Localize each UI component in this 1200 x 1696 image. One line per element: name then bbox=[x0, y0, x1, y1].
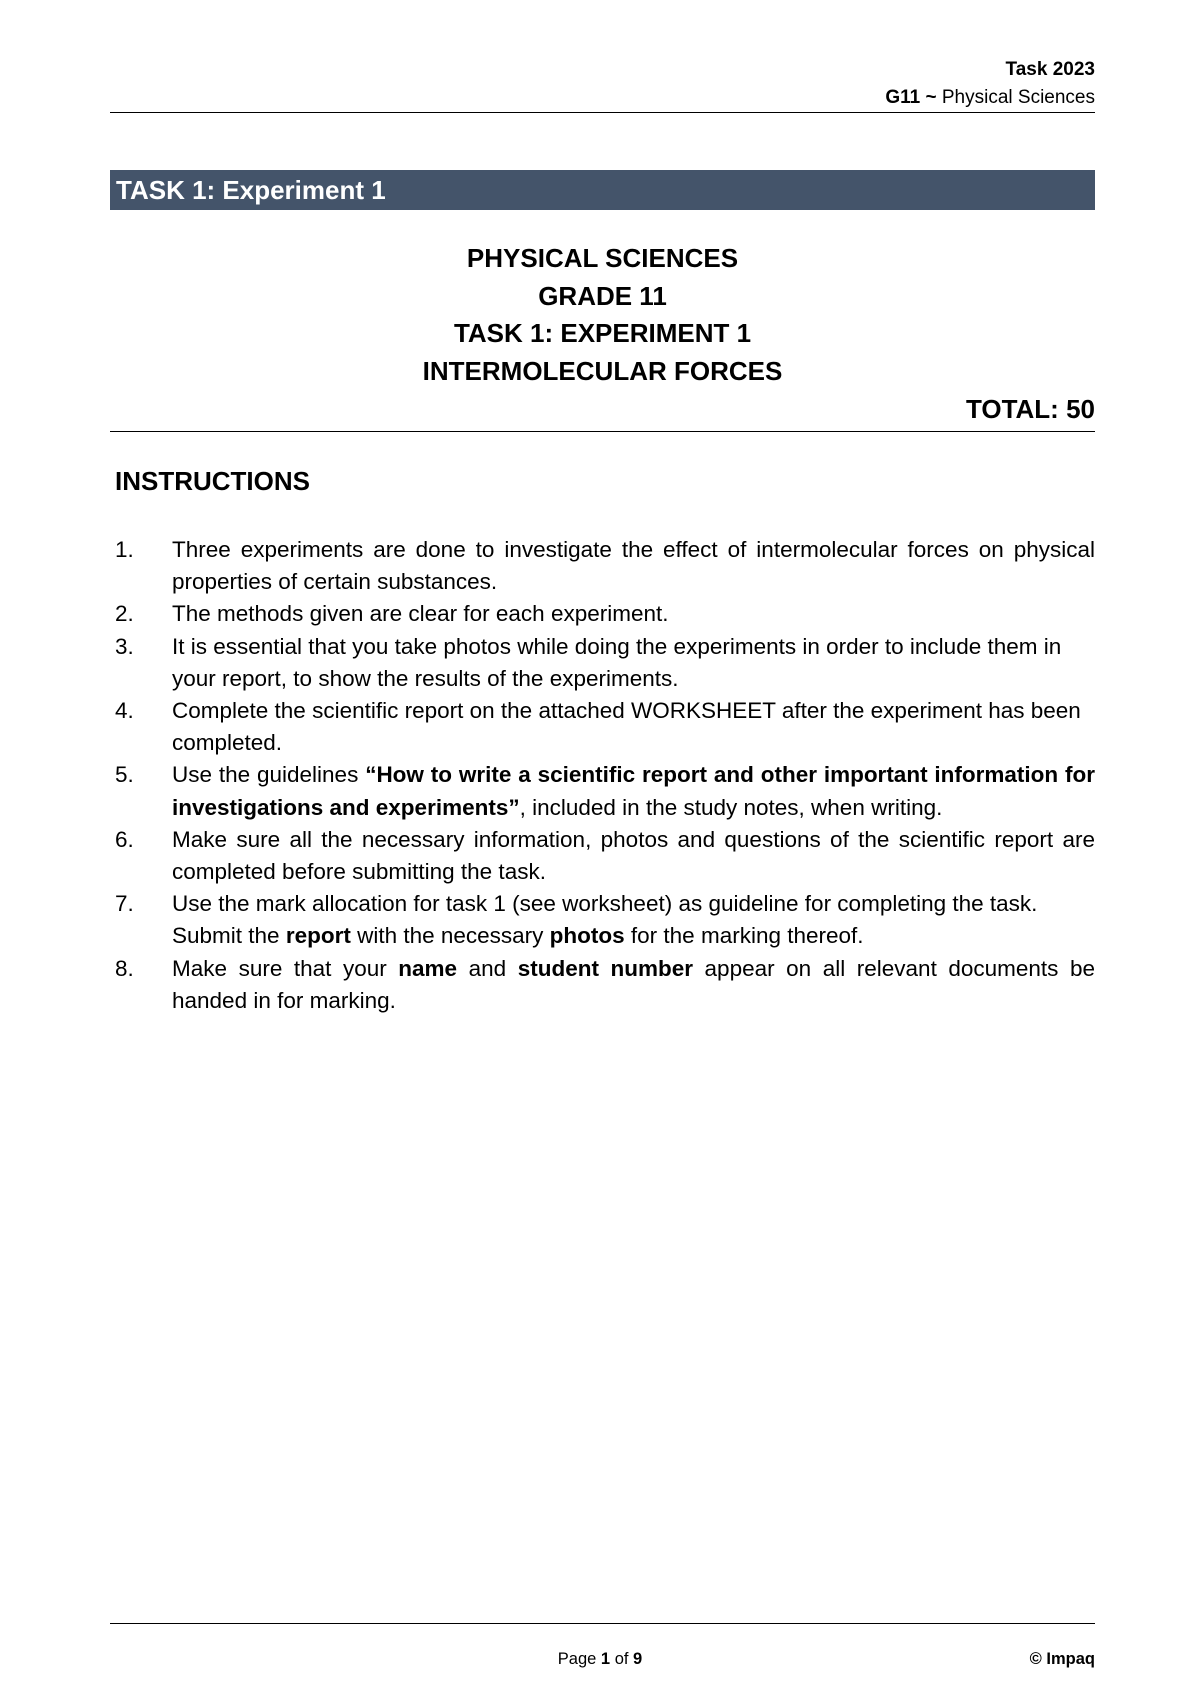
page-label: Page bbox=[557, 1650, 597, 1668]
item-number: 5. bbox=[115, 762, 134, 788]
page-total: 9 bbox=[633, 1650, 643, 1668]
title-task: TASK 1: EXPERIMENT 1 bbox=[453, 318, 752, 348]
keyword-report: report bbox=[285, 923, 351, 949]
list-item bbox=[115, 824, 1095, 888]
item-text-lead: Use the guidelines bbox=[172, 762, 366, 788]
total-marks: TOTAL: 50 bbox=[965, 394, 1095, 424]
list-item bbox=[115, 953, 1095, 1017]
list-item bbox=[115, 534, 1095, 598]
page-indicator bbox=[0, 1648, 1200, 1670]
item-text bbox=[172, 759, 1095, 823]
item-text: It is essential that you take photos while doing the experiments in order to include them in your report, to show the results of the experiments. bbox=[172, 633, 1062, 691]
title-block bbox=[110, 240, 1095, 390]
list-item bbox=[115, 695, 1095, 759]
task-banner: TASK 1: Experiment 1 bbox=[110, 170, 1095, 210]
item-text-tail: for the marking thereof. bbox=[624, 923, 864, 949]
header-divider bbox=[110, 112, 1095, 113]
list-item bbox=[115, 631, 1095, 695]
item-text: The methods given are clear for each experiment. bbox=[172, 601, 669, 627]
item-number: 6. bbox=[115, 826, 134, 852]
item-text-lead: Make sure that your bbox=[172, 955, 399, 981]
keyword-student-number: student number bbox=[517, 955, 693, 981]
header-task: Task 2023 bbox=[1005, 59, 1095, 80]
header-grade: G11 bbox=[885, 87, 921, 108]
header-separator: ~ bbox=[925, 87, 937, 108]
item-number: 2. bbox=[115, 601, 134, 627]
item-text-tail: , included in the study notes, when writing. bbox=[519, 794, 943, 820]
header-subject: Physical Sciences bbox=[941, 87, 1095, 108]
item-text-mid: with the necessary bbox=[350, 923, 550, 949]
keyword-name: name bbox=[398, 955, 458, 981]
list-item bbox=[115, 598, 1095, 630]
page-number: 1 bbox=[600, 1650, 611, 1668]
item-number: 7. bbox=[115, 891, 134, 917]
list-item bbox=[115, 759, 1095, 823]
item-text-mid: and bbox=[457, 955, 518, 981]
item-text-lead: Submit the bbox=[172, 923, 286, 949]
item-text bbox=[172, 888, 1095, 952]
item-text: Complete the scientific report on the attached WORKSHEET after the experiment has been completed. bbox=[172, 698, 1081, 756]
keyword-photos: photos bbox=[549, 923, 625, 949]
item-number: 4. bbox=[115, 698, 134, 724]
item-number: 1. bbox=[115, 537, 134, 562]
title-subject: PHYSICAL SCIENCES bbox=[466, 243, 739, 273]
title-grade: GRADE 11 bbox=[538, 280, 667, 311]
of-label: of bbox=[614, 1650, 629, 1668]
item-text bbox=[172, 953, 1095, 1017]
item-text-line: Use the mark allocation for task 1 (see worksheet) as guideline for completing the task. bbox=[172, 891, 1038, 917]
title-topic: INTERMOLECULAR FORCES bbox=[422, 355, 783, 386]
guideline-title: “How to write a scientific report and other important information for investigations and experiments” bbox=[172, 762, 1095, 820]
item-text: Make sure all the necessary information, photos and questions of the scientific report are completed before submitting the task. bbox=[172, 826, 1095, 885]
footer-divider bbox=[110, 1623, 1095, 1624]
item-number: 3. bbox=[115, 633, 134, 659]
list-item bbox=[115, 888, 1095, 952]
instructions-heading: INSTRUCTIONS bbox=[115, 466, 310, 496]
instructions-list bbox=[115, 534, 1095, 1017]
page-header bbox=[885, 56, 1095, 112]
title-divider bbox=[110, 431, 1095, 432]
item-text: Three experiments are done to investigate the effect of intermolecular forces on physical properties of certain substances. bbox=[172, 537, 1095, 595]
header-subject-line bbox=[885, 84, 1095, 112]
item-number: 8. bbox=[115, 955, 134, 981]
copyright: © Impaq bbox=[1029, 1650, 1095, 1668]
item-text-tail: appear on all relevant documents be handed in for marking. bbox=[172, 955, 1095, 1013]
